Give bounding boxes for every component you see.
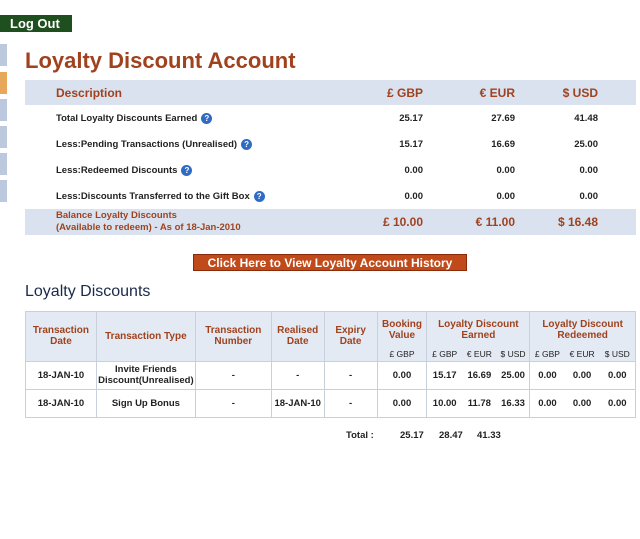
col-eur: € EUR [423, 80, 515, 105]
help-icon[interactable]: ? [241, 139, 252, 150]
subheader-earned-gbp: £ GBP [427, 348, 462, 362]
table-row [26, 389, 636, 417]
header-booking-value: Booking Value [377, 312, 427, 348]
cell-earned-usd: 16.33 [497, 389, 530, 417]
col-description: Description [25, 80, 360, 105]
cell-expiry: - [324, 389, 377, 417]
cell-booking: 0.00 [377, 361, 427, 389]
help-icon[interactable]: ? [181, 165, 192, 176]
cell-realised: 18-JAN-10 [271, 389, 324, 417]
section-title: Loyalty Discounts [25, 283, 151, 300]
header-transaction-number: Transaction Number [195, 312, 271, 362]
subheader-earned-eur: € EUR [462, 348, 497, 362]
balance-label: Balance Loyalty Discounts [56, 210, 177, 221]
row-label: Less:Discounts Transferred to the Gift Box [56, 190, 250, 202]
cell-earned-eur: 16.69 [462, 361, 497, 389]
value-gbp: 0.00 [404, 164, 423, 176]
row-label: Less:Redeemed Discounts [56, 164, 178, 176]
cell-earned-gbp: 10.00 [427, 389, 462, 417]
cell-number: - [195, 361, 271, 389]
logout-button[interactable]: Log Out [0, 15, 72, 32]
value-usd: 41.48 [574, 112, 598, 124]
cell-redeemed-eur: 0.00 [565, 389, 600, 417]
subheader-redeemed-usd: $ USD [600, 348, 636, 362]
cell-type: Sign Up Bonus [96, 389, 195, 417]
cell-earned-eur: 11.78 [462, 389, 497, 417]
page-title: Loyalty Discount Account [25, 48, 296, 73]
header-discount-redeemed: Loyalty Discount Redeemed [530, 312, 636, 348]
cell-redeemed-gbp: 0.00 [530, 361, 565, 389]
side-nav-tab[interactable] [0, 153, 7, 175]
col-gbp: £ GBP [360, 80, 423, 105]
help-icon[interactable]: ? [254, 191, 265, 202]
cell-realised: - [271, 361, 324, 389]
total-eur: 28.47 [439, 430, 463, 441]
cell-earned-usd: 25.00 [497, 361, 530, 389]
value-eur: 0.00 [496, 190, 515, 202]
value-eur: 0.00 [496, 164, 515, 176]
header-transaction-date: Transaction Date [26, 312, 97, 362]
subheader-redeemed-eur: € EUR [565, 348, 600, 362]
header-realised-date: Realised Date [271, 312, 324, 362]
row-label: Less:Pending Transactions (Unrealised) [56, 138, 238, 150]
cell-date: 18-JAN-10 [26, 361, 97, 389]
subheader-earned-usd: $ USD [497, 348, 530, 362]
cell-redeemed-gbp: 0.00 [530, 389, 565, 417]
subheader-redeemed-gbp: £ GBP [530, 348, 565, 362]
summary-row-total-earned [25, 105, 636, 131]
balance-gbp: £ 10.00 [360, 209, 423, 235]
header-transaction-type: Transaction Type [96, 312, 195, 362]
cell-number: - [195, 389, 271, 417]
cell-booking: 0.00 [377, 389, 427, 417]
col-usd: $ USD [515, 80, 598, 105]
view-history-button[interactable]: Click Here to View Loyalty Account History [193, 254, 467, 271]
summary-row-redeemed [25, 157, 636, 183]
cell-redeemed-usd: 0.00 [600, 361, 636, 389]
total-label: Total : [346, 430, 374, 441]
balance-usd: $ 16.48 [515, 209, 598, 235]
summary-row-balance [25, 209, 636, 235]
header-expiry-date: Expiry Date [324, 312, 377, 362]
loyalty-discounts-table [25, 311, 636, 418]
account-summary-table [25, 80, 636, 235]
side-nav-tab[interactable] [0, 126, 7, 148]
table-row [26, 361, 636, 389]
side-nav-tab[interactable] [0, 180, 7, 202]
summary-header-row [25, 80, 636, 105]
side-nav-tab[interactable] [0, 44, 7, 66]
cell-type: Invite Friends Discount(Unrealised) [96, 361, 195, 389]
balance-eur: € 11.00 [423, 209, 515, 235]
row-label: Total Loyalty Discounts Earned [56, 112, 198, 124]
header-discount-earned: Loyalty Discount Earned [427, 312, 530, 348]
balance-sublabel: (Available to redeem) - As of 18-Jan-2010 [56, 222, 241, 233]
value-gbp: 0.00 [404, 190, 423, 202]
side-nav-tab-active[interactable] [0, 72, 7, 94]
value-gbp: 15.17 [399, 138, 423, 150]
cell-expiry: - [324, 361, 377, 389]
value-usd: 0.00 [579, 190, 598, 202]
cell-date: 18-JAN-10 [26, 389, 97, 417]
value-usd: 0.00 [579, 164, 598, 176]
side-nav-tab[interactable] [0, 99, 7, 121]
value-usd: 25.00 [574, 138, 598, 150]
cell-earned-gbp: 15.17 [427, 361, 462, 389]
cell-redeemed-usd: 0.00 [600, 389, 636, 417]
total-usd: 41.33 [477, 430, 501, 441]
value-gbp: 25.17 [399, 112, 423, 124]
summary-row-pending [25, 131, 636, 157]
help-icon[interactable]: ? [201, 113, 212, 124]
subheader-booking-gbp: £ GBP [377, 348, 427, 362]
total-gbp: 25.17 [400, 430, 424, 441]
value-eur: 27.69 [491, 112, 515, 124]
summary-row-gift-box [25, 183, 636, 209]
cell-redeemed-eur: 0.00 [565, 361, 600, 389]
value-eur: 16.69 [491, 138, 515, 150]
